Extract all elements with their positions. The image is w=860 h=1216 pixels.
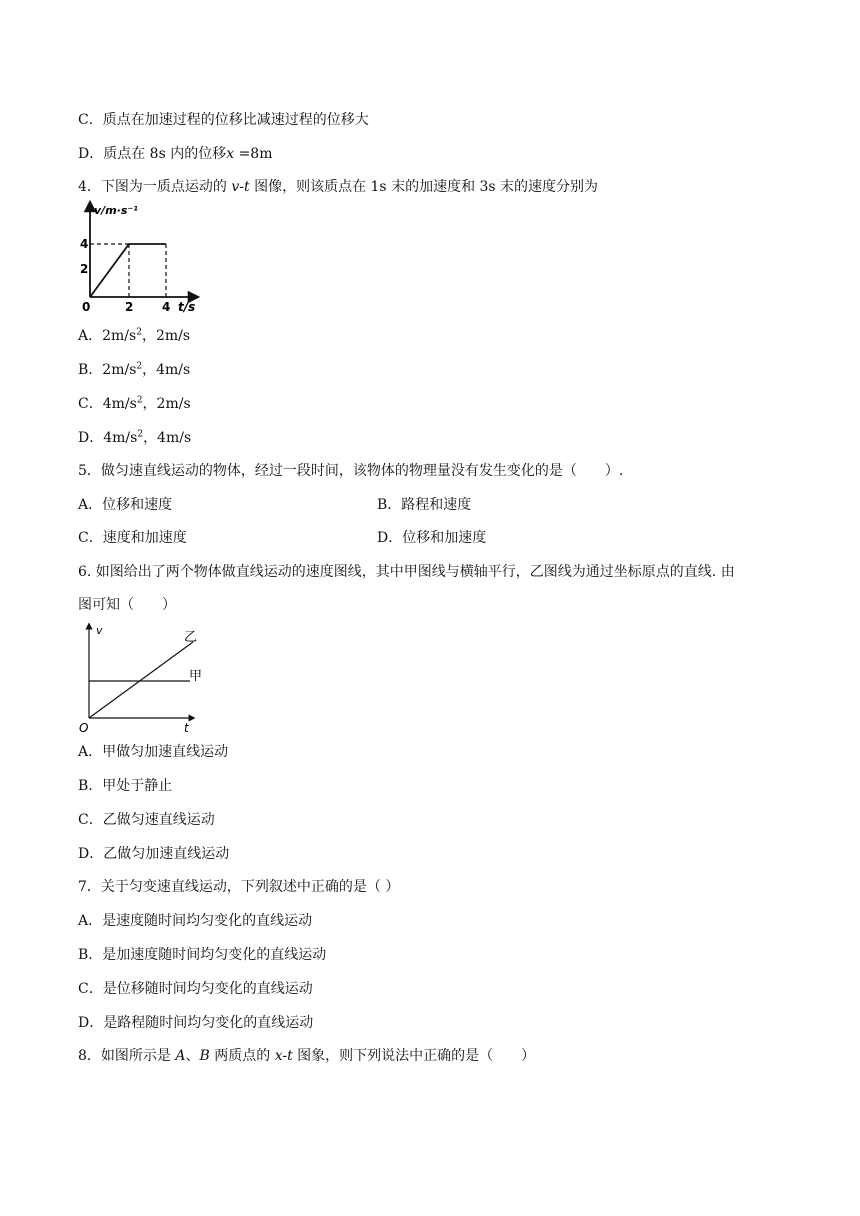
q5-option-b: B．路程和速度 (377, 497, 472, 513)
q6-label-jia: 甲 (189, 669, 203, 684)
q6-origin-label: O (79, 721, 89, 735)
q4-x-tick-2: 2 (125, 300, 134, 314)
q6-line-yi (89, 642, 193, 718)
q7-option-c: C．是位移随时间均匀变化的直线运动 (78, 981, 313, 997)
q5-option-d: D．位移和加速度 (377, 530, 487, 546)
q4-option-b (78, 360, 190, 380)
q4-x-tick-4: 4 (162, 300, 171, 314)
q6-label-yi: 乙 (184, 630, 198, 645)
q3-option-c: C．质点在加速过程的位移比减速过程的位移大 (78, 112, 369, 128)
q3-option-d-suffix: =8m (234, 146, 273, 162)
q8-var-b: B (199, 1048, 210, 1064)
q4-option-a-exp: 2 (136, 327, 142, 338)
q4-option-c-vel: ，2m/s (142, 396, 191, 412)
q7-option-d: D．是路程随时间均匀变化的直线运动 (78, 1015, 314, 1031)
q7-option-b: B．是加速度随时间均匀变化的直线运动 (78, 947, 327, 963)
q4-x-axis-label: t/s (178, 300, 196, 314)
q5-stem: 5．做匀速直线运动的物体，经过一段时间，该物体的物理量没有发生变化的是（ ）. (78, 463, 624, 479)
q5-option-c: C．速度和加速度 (78, 530, 187, 546)
q6-stem-line2: 图可知（ ） (78, 597, 176, 613)
q4-option-d-letter: D． (78, 430, 104, 446)
q8-var-a: A (175, 1048, 186, 1064)
q4-stem-prefix: 4．下图为一质点运动的 (78, 179, 232, 195)
q4-y-tick-4: 4 (80, 237, 89, 251)
q4-option-d-exp: 2 (137, 429, 144, 440)
q4-option-b-letter: B． (78, 362, 103, 378)
q8-sep: 、 (185, 1048, 200, 1064)
q8-stem-prefix: 8．如图所示是 (78, 1048, 176, 1064)
q8-stem (78, 1046, 535, 1066)
q8-mid: 两质点的 (209, 1048, 275, 1064)
q4-origin-label: 0 (82, 300, 91, 314)
q4-stem-suffix: 图像，则该质点在 1s 末的加速度和 3s 末的速度分别为 (249, 179, 599, 195)
q6-stem-line1: 6. 如图给出了两个物体做直线运动的速度图线，其中甲图线与横轴平行，乙图线为通过坐标原点的直线. 由 (78, 564, 735, 580)
q4-option-a-letter: A． (78, 328, 103, 344)
q3-option-d-var: x (226, 146, 235, 162)
q4-option-b-exp: 2 (136, 361, 143, 372)
q6-x-axis-label: t (184, 721, 189, 735)
q4-vt-figure (78, 198, 208, 322)
q4-option-b-vel: ，4m/s (142, 362, 191, 378)
q4-option-c (78, 394, 191, 414)
q6-vt-figure (78, 620, 208, 742)
q8-stem-suffix: 图象，则下列说法中正确的是（ ） (292, 1048, 536, 1064)
q6-option-b: B．甲处于静止 (78, 778, 173, 794)
q4-option-c-acc: 4m/s (102, 396, 137, 412)
q4-option-a (78, 326, 190, 346)
q4-option-a-acc: 2m/s (102, 328, 137, 344)
q4-option-d-vel: ，4m/s (143, 430, 192, 446)
q3-option-d-prefix: D．质点在 8s 内的位移 (78, 146, 227, 162)
q4-option-c-letter: C． (78, 396, 103, 412)
q4-velocity-line (90, 244, 166, 297)
q7-option-a: A．是速度随时间均匀变化的直线运动 (78, 913, 313, 929)
q3-option-d (78, 144, 273, 164)
q7-stem: 7．关于匀变速直线运动，下列叙述中正确的是（ ） (78, 879, 400, 895)
q4-y-tick-2: 2 (80, 262, 89, 276)
q4-y-axis-label: v/m·s⁻¹ (94, 204, 138, 217)
q5-option-a: A．位移和速度 (78, 497, 173, 513)
q4-option-b-acc: 2m/s (102, 362, 137, 378)
q6-option-c: C．乙做匀速直线运动 (78, 812, 215, 828)
q4-option-d-acc: 4m/s (103, 430, 138, 446)
q4-option-a-vel: ，2m/s (141, 328, 191, 344)
q6-option-d: D．乙做匀加速直线运动 (78, 846, 230, 862)
q4-option-c-exp: 2 (136, 395, 143, 406)
q4-option-d (78, 428, 191, 448)
q6-y-axis-label: v (96, 624, 103, 637)
q6-option-a: A．甲做匀加速直线运动 (78, 744, 229, 760)
q8-var-xt: x-t (274, 1048, 293, 1064)
q4-stem-var: v-t (231, 179, 250, 195)
q4-stem (78, 177, 598, 197)
